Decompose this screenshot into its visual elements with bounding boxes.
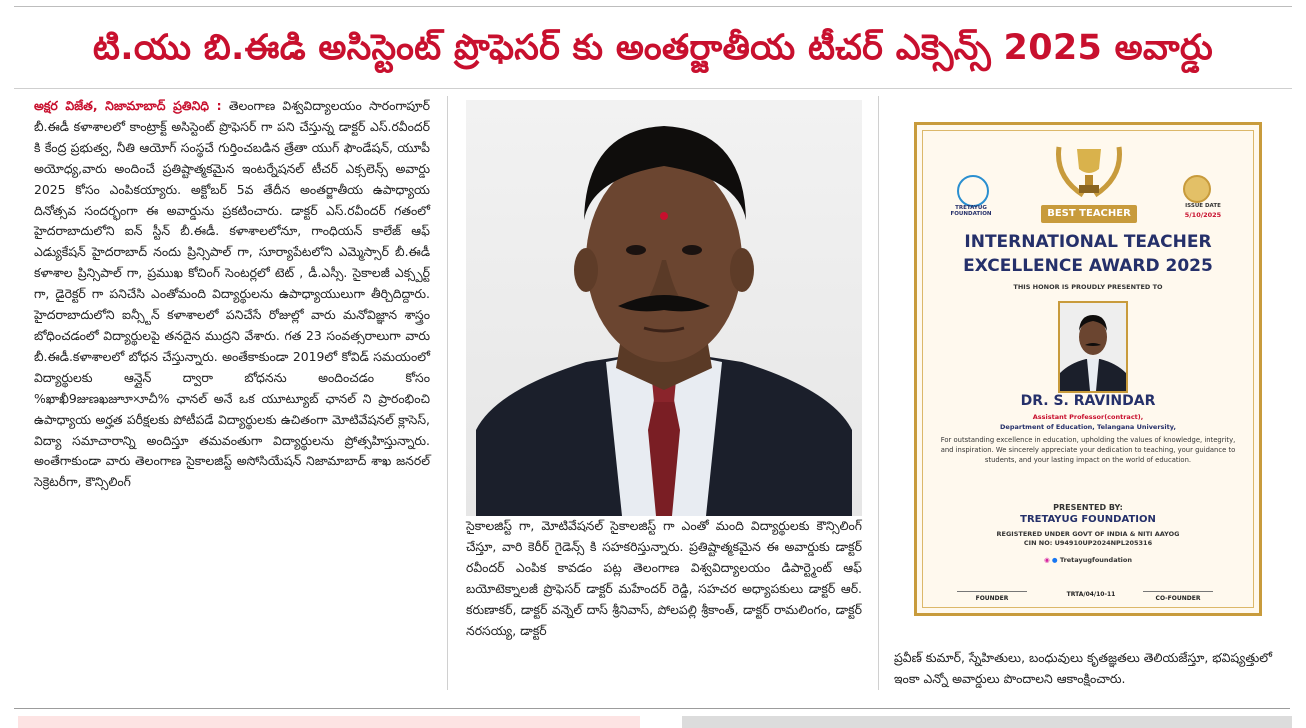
social-handle-text: Tretayugfoundation <box>1059 556 1133 564</box>
social-handle <box>917 556 1259 565</box>
recipient-photo <box>1058 301 1128 393</box>
recipient-photo-illustration <box>1060 303 1126 391</box>
article-column-1 <box>34 96 430 493</box>
presented-to-line: THIS HONOR IS PROUDLY PRESENTED TO <box>1013 283 1163 291</box>
issue-date-label: ISSUE DATE <box>1185 203 1221 209</box>
headline-rule <box>14 88 1292 89</box>
top-rule <box>14 6 1292 7</box>
next-article-strip-right <box>682 716 1292 728</box>
recipient-name: DR. S. RAVINDAR <box>1020 393 1156 409</box>
trophy-icon <box>1053 137 1125 205</box>
recipient-designation: Assistant Professor(contract), <box>1032 413 1144 421</box>
certificate-title-line1: INTERNATIONAL TEACHER <box>964 232 1212 252</box>
foundation-logo-icon <box>957 175 989 207</box>
founder-label: FOUNDER <box>975 595 1009 602</box>
cofounder-label: CO-FOUNDER <box>1155 595 1201 602</box>
issue-date: 5/10/2025 <box>1184 211 1222 219</box>
presented-by-org: TRETAYUG FOUNDATION <box>1020 514 1156 525</box>
article-text-col1: తెలంగాణ విశ్వవిద్యాలయం సారంగాపూర్ బీ.ఈడీ కళాశాలలో కాంట్రాక్ట్ అసిస్టెంట్ ప్రొఫెసర్ గా పని చేస్తున్న డాక్టర్ ఎస్.రవీందర్ కి కేంద్ర ప్రభుత్వ, నీతి ఆయోగ్ సంస్థచే గుర్తించబడిన త్రేతా యుగ్ ఫౌండేషన్, యూపీ అయోధ్య,వారు అందించే ప్రతిష్టాత్మకమైన ఇంటర్నేషనల్ టీచర్ ఎక్సలెన్స్ అవార్డు 2025 కోసం ఎంపికయ్యారు. అక్టోబర్ 5వ తేదీన అంతర్జాతీయ ఉపాధ్యాయ దినోత్సవ సందర్భంగా ఈ అవార్డును ప్రకటించారు. డాక్టర్ ఎస్.రవీందర్ గతంలో హైదరాబాదులోని ఐన్ స్టీన్ బీ.ఈడీ. కళాశాలలోనూ, గాంధియన్ కాలేజ్ ఆఫ్ ఎడ్యుకేషన్ హైదరాబాద్ నందు ప్రిన్సిపాల్ గా, సూర్యాపేటలోని ఎమ్మెస్సార్ బీ.ఈడీ కళాశాల ప్రిన్సిపాల్ గా, ప్రముఖ కోచింగ్ సెంటర్లలో టెట్ , డీ.ఎస్సీ. సైకాలజీ ఎక్స్పర్ట్ గా, డైరెక్టర్ గా పనిచేసి ఎంతోమంది విద్యార్థులను ఉపాధ్యాయులుగా తీర్చిదిద్దారు. హైదరాబాదులోని ఐన్స్టీన్ కళాశాలలో పనిచేసే రోజుల్లో వారు మనోవిజ్ఞాన శాస్త్రం బోధించడంలో విద్యార్థులపై తనదైన ముద్రని వేశారు. గత 23 సంవత్సరాలుగా వారు బీ.ఈడీ.కళాశాలలో బోధన చేస్తున్నారు. అంతేకాకుండా 2019లో కోవిడ్ సమయంలో విద్యార్థులకు ఆన్లైన్ ద్వారా బోధనను అందించడం కోసం %ఖాఖీ9జుణఖజూూ×ూచీ% ఛానల్ అనే ఒక యూట్యూబ్ ఛానల్ ని ప్రారంభించి ఉపాధ్యాయ అర్హత పరీక్షలకు పోటీపడే విద్యార్థులకు ఉచితంగా మోటివేషనల్ క్లాసెస్, విద్యా సమాచారాన్ని అందిస్తూ తమవంతుగా విద్యార్థులను ప్రోత్సహిస్తున్నారు. అంతేగాకుండా వారు తెలంగాణ సైకాలజిస్ట్ అసోసియేషన్ నిజామాబాద్ శాఖ జనరల్ సెక్రెటరీగా, కౌన్సిలింగ్ <box>34 98 430 490</box>
presented-by-label: PRESENTED BY: <box>1053 503 1123 512</box>
next-article-strip-left <box>18 716 640 728</box>
headline: టి.యు బి.ఈడి అసిస్టెంట్ ప్రొఫెసర్ కు అంతర్జాతీయ టీచర్ ఎక్సెన్స్ 2025 అవార్డు <box>92 28 1214 68</box>
recipient-department: Department of Education, Telangana University, <box>1000 423 1176 431</box>
column-divider-2 <box>878 96 879 690</box>
founder-signature <box>957 581 1027 592</box>
article-column-3 <box>894 648 1284 690</box>
instagram-icon: ◉ <box>1043 556 1050 564</box>
article-text-col2: సైకాలజిస్ట్ గా, మోటివేషనల్ సైకాలజిస్ట్ గా ఎంతో మంది విద్యార్థులకు కౌన్సిలింగ్ చేస్తూ, వారి కెరీర్ గైడెన్స్ కి సహకరిస్తున్నారు. ప్రతిష్టాత్మకమైన ఈ అవార్డుకు డాక్టర్ రవీందర్ ఎంపిక కావడం పట్ల తెలంగాణ విశ్వవిద్యాలయం డిపార్ట్మెంట్ ఆఫ్ బయోటెక్నాలజీ ప్రొఫెసర్ డాక్టర్ మహేందర్ రెడ్డి, సహచర అధ్యాపకులు డాక్టర్ ఆర్. కరుణాకర్, డాక్టర్ వన్నెల్ దాస్ శ్రీనివాస్, పోలపల్లి శ్రీకాంత్, డాక్టర్ రామలింగం, డాక్టర్ నరసయ్య, డాక్టర్ <box>466 518 862 638</box>
medal-icon <box>1183 175 1211 203</box>
registration-line: REGISTERED UNDER GOVT OF INDIA & NITI AAYOG <box>996 530 1180 538</box>
facebook-icon: ● <box>1051 556 1058 564</box>
cofounder-signature <box>1143 581 1213 592</box>
column-divider-1 <box>447 96 448 690</box>
best-teacher-badge: BEST TEACHER <box>1041 205 1137 223</box>
cin-number: CIN NO: U94910UP2024NPL205316 <box>1023 539 1153 547</box>
foundation-logo-text: TRETAYUG FOUNDATION <box>950 205 992 217</box>
portrait-photo <box>466 100 862 516</box>
certificate-title-line2: EXCELLENCE AWARD 2025 <box>963 256 1213 276</box>
certificate-ref: TRTA/04/10-11 <box>1066 591 1116 598</box>
portrait-illustration <box>466 100 862 516</box>
bottom-rule <box>14 708 1290 709</box>
article-column-2 <box>466 516 862 641</box>
article-text-col3: ప్రవీణ్ కుమార్, స్నేహితులు, బంధువులు కృతజ్ఞతలు తెలియజేస్తూ, భవిష్యత్తులో ఇంకా ఎన్నో అవార్డులు పొందాలని ఆకాంక్షించారు. <box>894 650 1273 686</box>
byline: అక్షర విజేత, నిజామాబాద్ ప్రతినిధి : <box>34 98 222 113</box>
certificate-citation: For outstanding excellence in education, upholding the values of knowledge, integrity, and inspiration. We sincerely appreciate your dedication to teaching, your guidance to students, and your lasting impact on the world of education. <box>940 436 1236 464</box>
award-certificate <box>914 122 1262 616</box>
